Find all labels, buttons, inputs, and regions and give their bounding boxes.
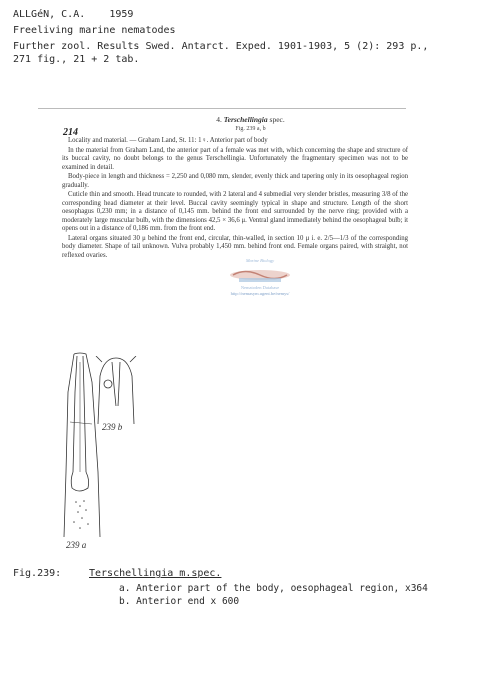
watermark-url: http://nemasym.ugent.be/nemys/: [230, 291, 290, 296]
article-title-prefix: 4.: [216, 115, 222, 124]
header-author: ALLGéN, C.A. 1959: [13, 9, 134, 20]
header-title: Freeliving marine nematodes: [13, 25, 176, 36]
figure-label-b: 239 b: [102, 422, 123, 432]
header-journal-line1: Further zool. Results Swed. Antarct. Exped. 1901-1903, 5 (2): 293 p.,: [13, 41, 429, 52]
watermark-logo: [225, 264, 295, 286]
caption-item-b: b. Anterior end x 600: [119, 596, 240, 607]
header-journal-line2: 271 fig., 21 + 2 tab.: [13, 54, 140, 65]
paragraph-body-piece: Body-piece in length and thickness = 2,250 and 0,080 mm, slender, evenly thick and tapering only in its oesophageal region gradually.: [62, 173, 408, 189]
figure-reference: Fig. 239 a, b: [235, 126, 266, 132]
figure-239b-drawing: [92, 356, 142, 426]
figure-label-a: 239 a: [66, 540, 87, 550]
caption-figure-number: Fig.239:: [13, 568, 62, 579]
watermark-top-text: Marine Biology: [245, 258, 275, 263]
paragraph-locality: Locality and material. — Graham Land, St. 11: 1♀. Anterior part of body: [68, 137, 268, 144]
article-body: [62, 137, 408, 261]
caption-item-a: a. Anterior part of the body, oesophageal region, x364: [119, 583, 428, 594]
page-divider: [38, 108, 406, 109]
caption-species-name: Terschellingia m.spec.: [89, 568, 222, 579]
article-title: [0, 115, 501, 124]
page-number: 214: [63, 127, 78, 138]
article-title-suffix: spec.: [267, 115, 285, 124]
paragraph-material: In the material from Graham Land, the anterior part of a female was met with, which concerning the shape and structure of its buccal cavity, no doubt belongs to the genus Terschellingia. Unfortunately the fragmentary specimen was not to be examined in detail.: [62, 146, 408, 171]
paragraph-lateral-organs: Lateral organs situated 30 μ behind the front end, circular, thin-walled, in section 10 μ i. e. 2/5—1/3 of the corresponding body diameter. Shape of tail unknown. Vulva probably 1,450 mm. behind front end. Female organs paired, with straight, not reflexed ovaries.: [62, 234, 408, 259]
paragraph-cuticle: Cuticle thin and smooth. Head truncate to rounded, with 2 lateral and 4 submedial very slender bristles, measuring 3/8 of the corresponding head diameter at their level. Buccal cavity seemingly typical in shape and structure. Length of the short oesophagus 0,230 mm; in a distance of 0,145 mm. behind the front end surrounded by the nerve ring; provided with a moderately large muscular bulb, with the dimensions 42,5 × 36,6 μ. Ventral gland immediately behind the oesophageal bulb; it opens out in a distance of 0,186 mm. from the front end.: [62, 191, 408, 232]
article-title-genus: Terschellingia: [223, 115, 268, 124]
watermark-bottom-text: Nematoden Database: [240, 285, 280, 290]
watermark: [205, 258, 315, 296]
